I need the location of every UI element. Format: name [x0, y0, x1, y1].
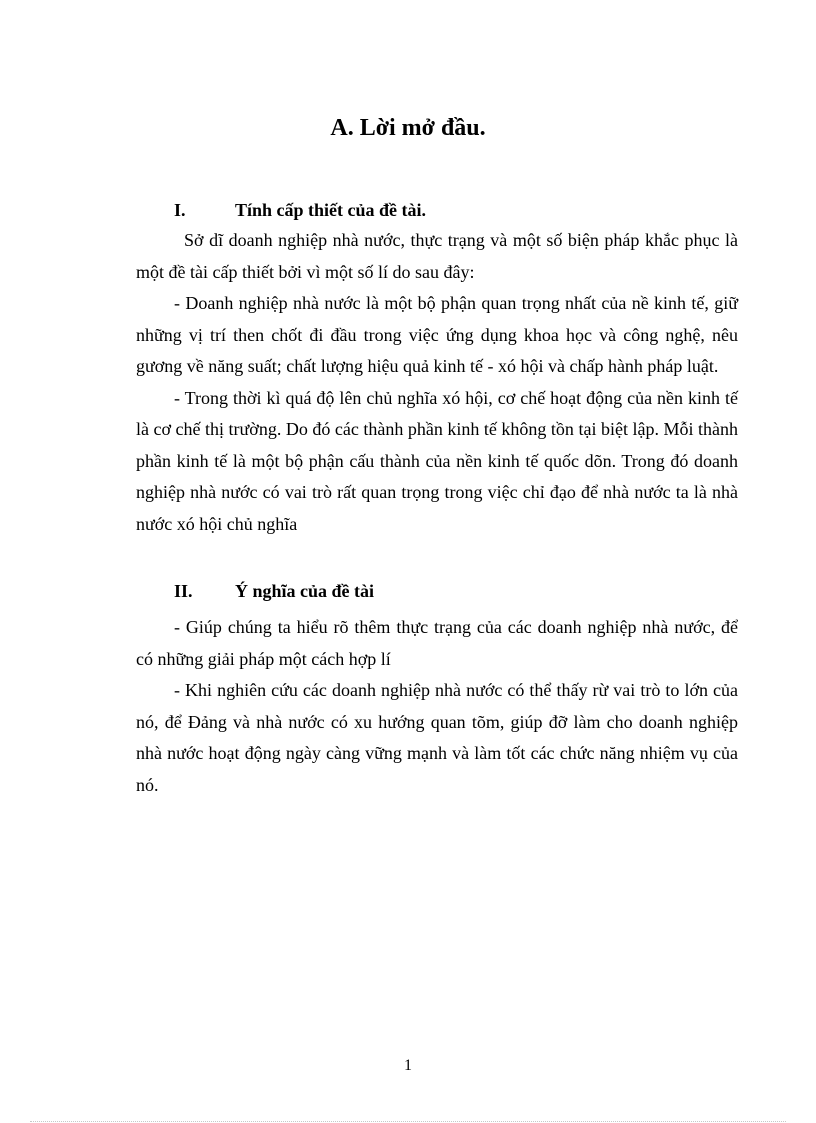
section-number: I.	[174, 200, 186, 220]
paragraph: - Giúp chúng ta hiểu rõ thêm thực trạng của các doanh nghiệp nhà nước, để có những giải pháp một cách hợp lí	[136, 617, 738, 669]
section-heading-2	[174, 576, 374, 608]
paragraph: - Trong thời kì quá độ lên chủ nghĩa xó hội, cơ chế hoạt động của nền kinh tế là cơ chế thị trường. Do đó các thành phần kinh tế không tồn tại biệt lập. Mỗi thành phần kinh tế là một bộ phận cấu thành của nền kinh tế quốc dõn. Trong đó doanh nghiệp nhà nước có vai trò rất quan trọng trong việc chỉ đạo để nhà nước ta là nhà nước xó hội chủ nghĩa	[136, 387, 738, 534]
section-title: Ý nghĩa của đề tài	[235, 581, 375, 601]
paragraph: - Doanh nghiệp nhà nước là một bộ phận quan trọng nhất của nề kinh tế, giữ những vị trí then chốt đi đầu trong việc ứng dụng khoa học và công nghệ, nêu gương về năng suất; chất lượng hiệu quả kinh tế - xó hội và chấp hành pháp luật.	[136, 293, 738, 376]
section-number: II.	[174, 581, 193, 601]
page-number: 1	[404, 1057, 412, 1074]
section-title: Tính cấp thiết của đề tài.	[235, 200, 427, 220]
section-heading-1	[174, 195, 426, 227]
paragraph: Sở dĩ doanh nghiệp nhà nước, thực trạng và một số biện pháp khắc phục là một đề tài cấp thiết bởi vì một số lí do sau đây:	[136, 230, 738, 282]
page-bottom-divider	[30, 1121, 786, 1122]
section-body-1	[136, 225, 738, 540]
paragraph: - Khi nghiên cứu các doanh nghiệp nhà nước có thể thấy rừ vai trò to lớn của nó, để Đảng và nhà nước có xu hướng quan tõm, giúp đỡ làm cho doanh nghiệp nhà nước hoạt động ngày càng vững mạnh và làm tốt các chức năng nhiệm vụ của nó.	[136, 680, 738, 795]
section-body-2	[136, 612, 738, 801]
page-title: A. Lời mở đầu.	[330, 115, 486, 141]
